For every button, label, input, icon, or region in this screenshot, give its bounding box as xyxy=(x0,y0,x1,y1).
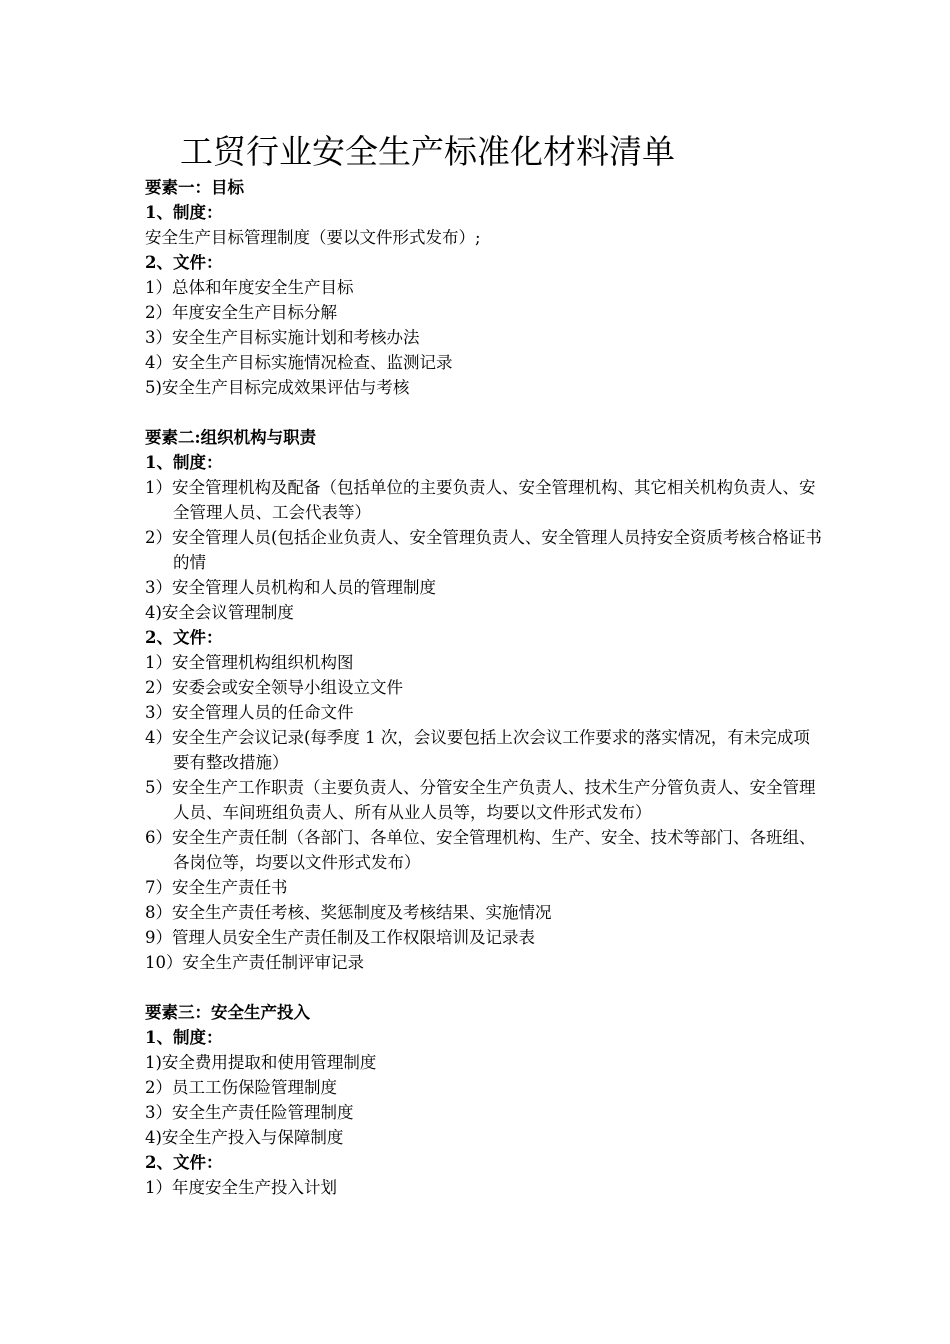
subsection-heading: 2、文件： xyxy=(145,628,223,647)
subsection-heading: 2、文件： xyxy=(145,253,223,272)
section-element-3 xyxy=(145,1000,825,1200)
subsection-heading: 1、制度： xyxy=(145,453,223,472)
list-item: 2）安委会或安全领导小组设立文件 xyxy=(145,678,403,697)
list-item: 3）安全管理人员机构和人员的管理制度 xyxy=(145,578,436,597)
section-gap xyxy=(145,400,825,425)
list-item: 2）年度安全生产目标分解 xyxy=(145,303,337,322)
list-item: 4）安全生产会议记录(每季度 1 次，会议要包括上次会议工作要求的落实情况，有未完成项要有整改措施） xyxy=(145,728,810,772)
list-item: 1）安全管理机构及配备（包括单位的主要负责人、安全管理机构、其它相关机构负责人、安全管理人员、工会代表等） xyxy=(145,478,816,522)
section-element-1 xyxy=(145,175,825,400)
list-item: 5)安全生产目标完成效果评估与考核 xyxy=(145,378,410,397)
document-body xyxy=(145,175,825,1200)
list-item: 安全生产目标管理制度（要以文件形式发布）; xyxy=(145,228,481,247)
list-item: 3）安全生产责任险管理制度 xyxy=(145,1103,354,1122)
list-item: 4）安全生产目标实施情况检查、监测记录 xyxy=(145,353,453,372)
list-item: 3）安全生产目标实施计划和考核办法 xyxy=(145,328,420,347)
list-item: 1）总体和年度安全生产目标 xyxy=(145,278,354,297)
list-item: 4)安全生产投入与保障制度 xyxy=(145,1128,344,1147)
section-heading: 要素一：目标 xyxy=(145,178,244,197)
list-item: 10）安全生产责任制评审记录 xyxy=(145,953,364,972)
section-heading: 要素三：安全生产投入 xyxy=(145,1003,310,1022)
list-item: 2）员工工伤保险管理制度 xyxy=(145,1078,337,1097)
list-item: 1)安全费用提取和使用管理制度 xyxy=(145,1053,377,1072)
list-item: 2）安全管理人员(包括企业负责人、安全管理负责人、安全管理人员持安全资质考核合格证书的情 xyxy=(145,528,822,572)
section-element-2 xyxy=(145,425,825,975)
list-item: 4)安全会议管理制度 xyxy=(145,603,294,622)
list-item: 6）安全生产责任制（各部门、各单位、安全管理机构、生产、安全、技术等部门、各班组、各岗位等，均要以文件形式发布） xyxy=(145,828,816,872)
list-item: 9）管理人员安全生产责任制及工作权限培训及记录表 xyxy=(145,928,535,947)
subsection-heading: 1、制度： xyxy=(145,203,223,222)
list-item: 7）安全生产责任书 xyxy=(145,878,288,897)
list-item: 1）安全管理机构组织机构图 xyxy=(145,653,354,672)
list-item: 5）安全生产工作职责（主要负责人、分管安全生产负责人、技术生产分管负责人、安全管理人员、车间班组负责人、所有从业人员等，均要以文件形式发布） xyxy=(145,778,816,822)
list-item: 1）年度安全生产投入计划 xyxy=(145,1178,337,1197)
section-heading: 要素二:组织机构与职责 xyxy=(145,428,317,447)
section-gap xyxy=(145,975,825,1000)
list-item: 8）安全生产责任考核、奖惩制度及考核结果、实施情况 xyxy=(145,903,552,922)
subsection-heading: 2、文件： xyxy=(145,1153,223,1172)
subsection-heading: 1、制度： xyxy=(145,1028,223,1047)
list-item: 3）安全管理人员的任命文件 xyxy=(145,703,354,722)
document-title: 工贸行业安全生产标准化材料清单 xyxy=(180,132,675,171)
